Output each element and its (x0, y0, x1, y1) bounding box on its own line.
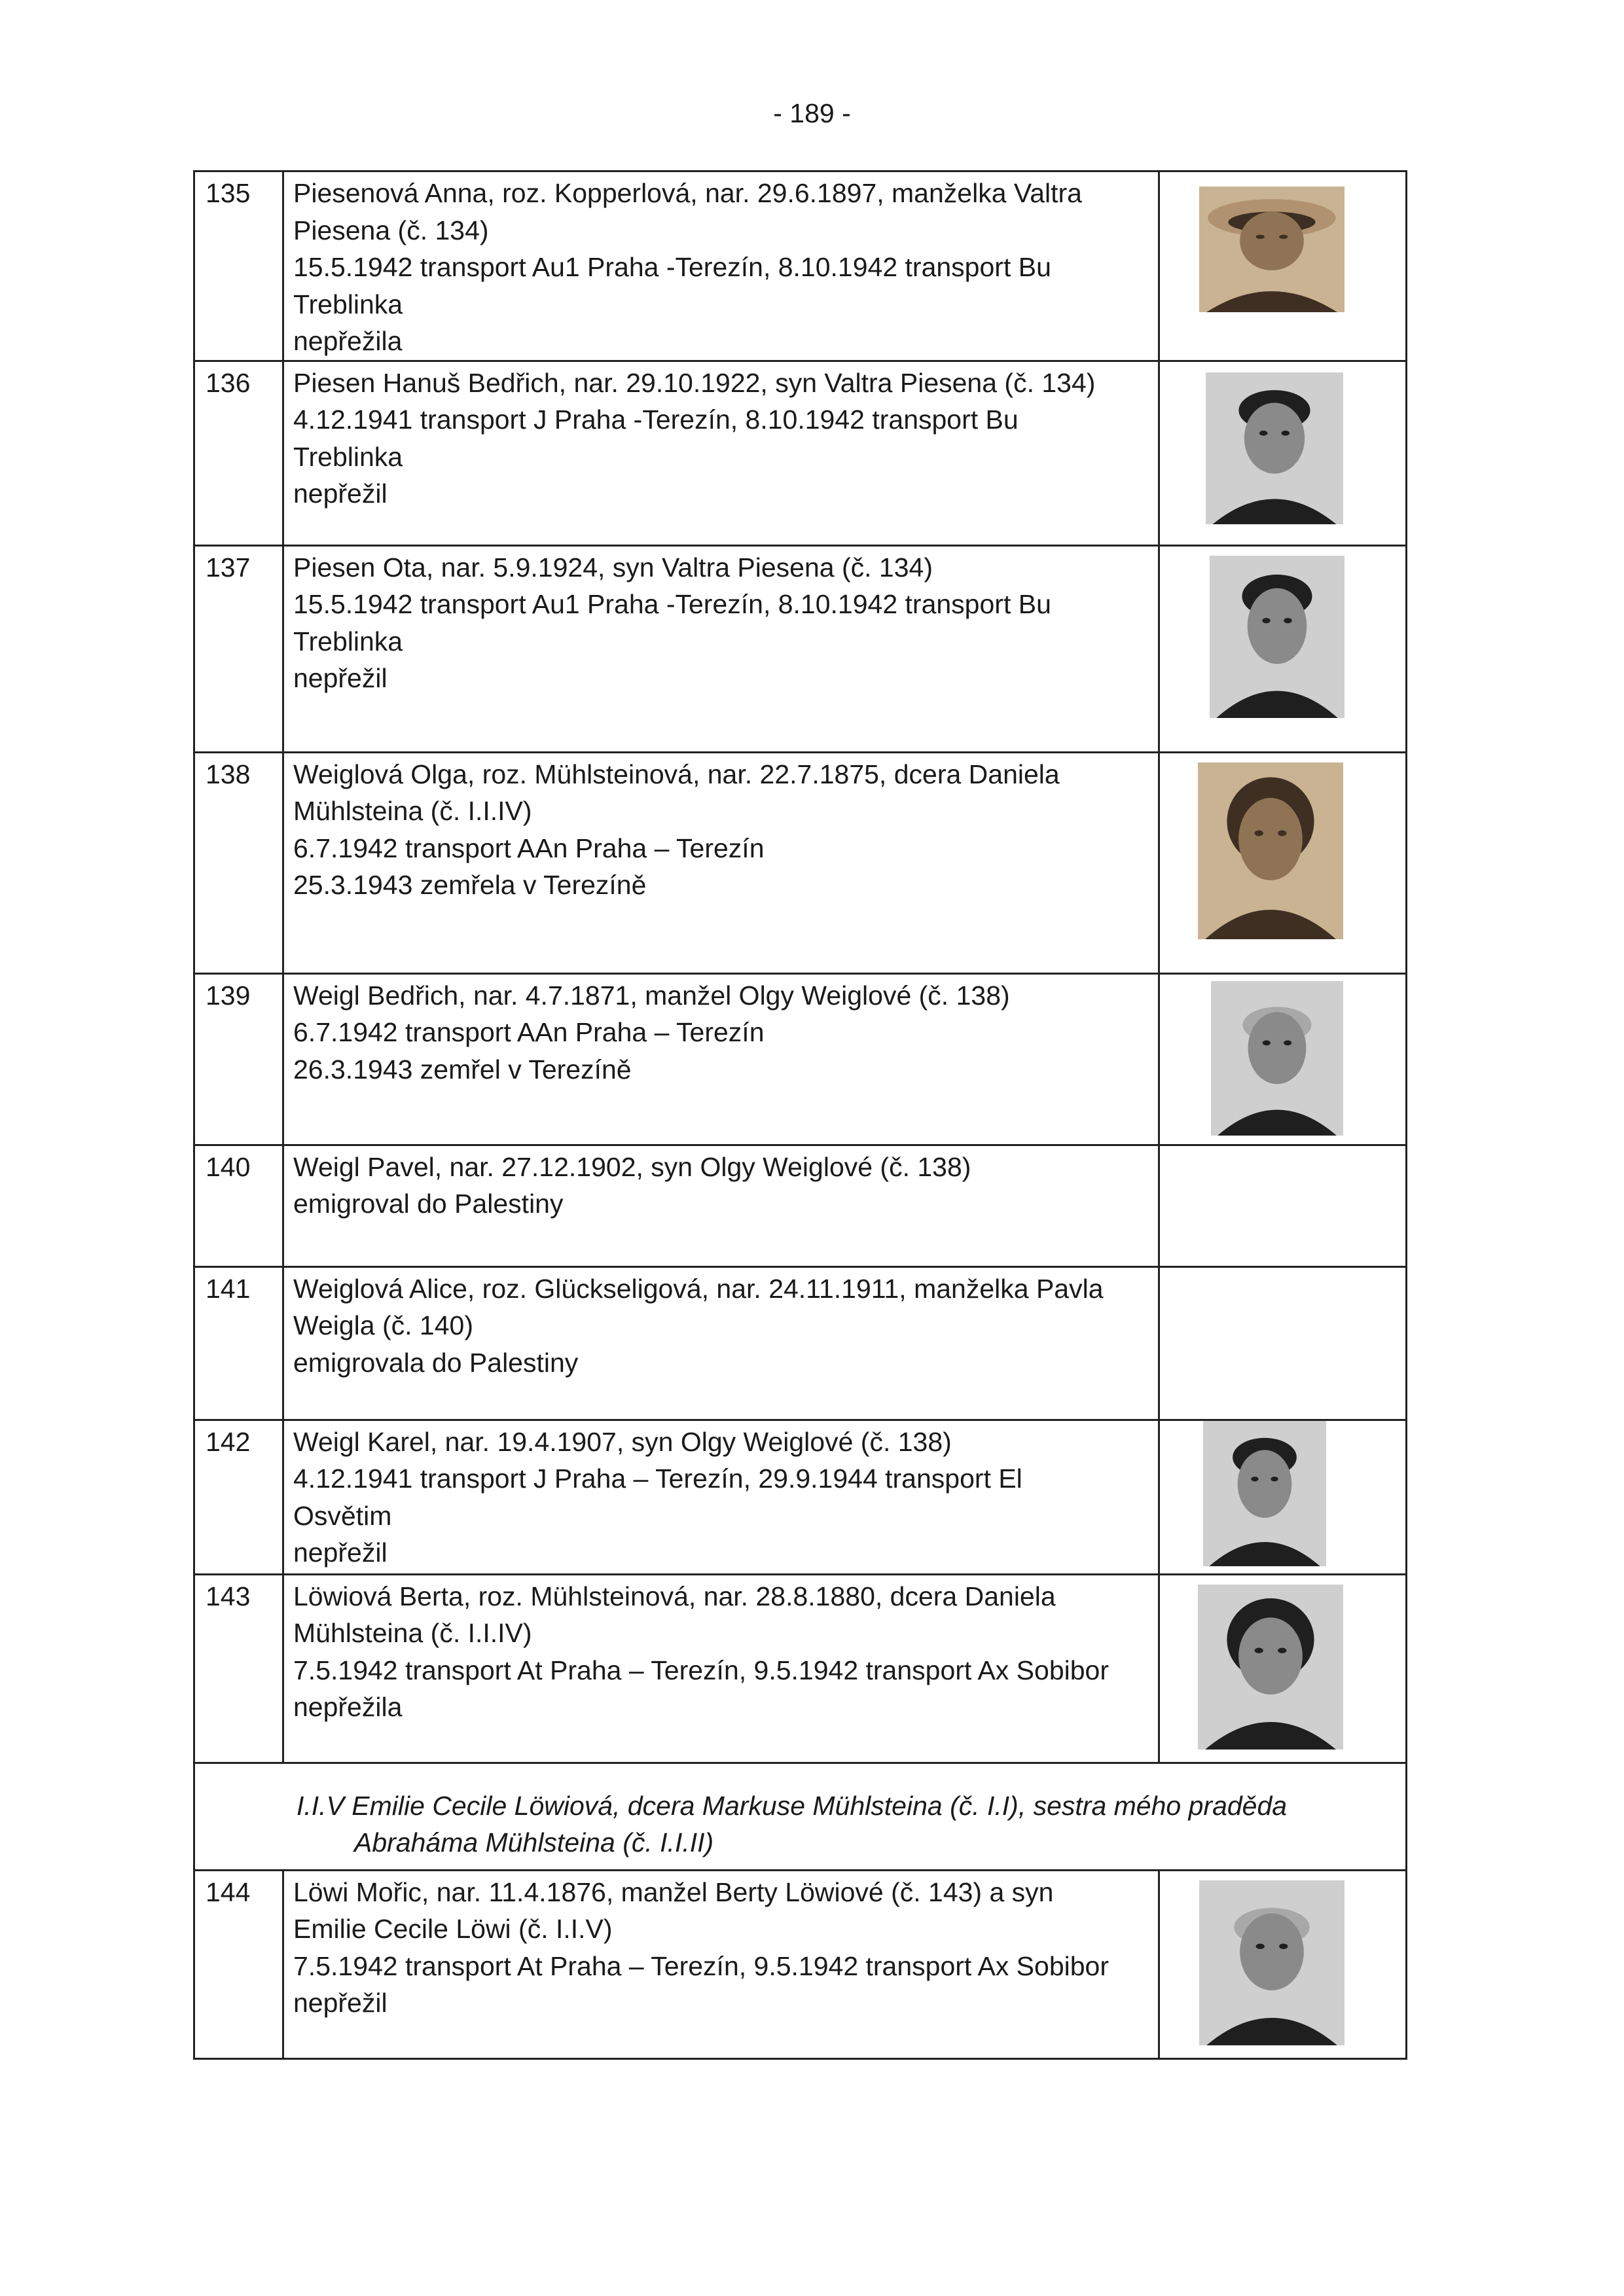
entry-text (283, 1870, 1159, 2058)
entry-line: emigrovala do Palestiny (293, 1347, 579, 1378)
entry-text (283, 1145, 1159, 1266)
entry-line: Piesen Hanuš Bedřich, nar. 29.10.1922, syn Valtra Piesena (č. 134) (293, 367, 1096, 398)
entry-line: Treblinka (293, 289, 403, 319)
entry-line: 15.5.1942 transport Au1 Praha -Terezín, 8.10.1942 transport Bu (293, 589, 1051, 619)
entry-line: Weigl Bedřich, nar. 4.7.1871, manžel Olgy Weiglové (č. 138) (293, 980, 1010, 1011)
entry-text (283, 1266, 1159, 1420)
section-heading-line: Abraháma Mühlsteina (č. I.I.II) (354, 1827, 714, 1857)
entry-number: 140 (194, 1145, 283, 1266)
table-row (194, 1145, 1407, 1266)
entry-text (283, 171, 1159, 361)
entry-number: 139 (194, 973, 283, 1145)
entry-line: Löwiová Berta, roz. Mühlsteinová, nar. 28.8.1880, dcera Daniela (293, 1581, 1056, 1611)
table-row (194, 1420, 1407, 1574)
section-heading-row (194, 1763, 1407, 1870)
entry-number: 138 (194, 752, 283, 973)
entry-text (283, 973, 1159, 1145)
entry-line: 4.12.1941 transport J Praha – Terezín, 29.9.1944 transport El (293, 1463, 1022, 1494)
entry-number: 142 (194, 1420, 283, 1574)
table-row (194, 1870, 1407, 2058)
portrait-photo (1211, 981, 1343, 1136)
entry-line: 6.7.1942 transport AAn Praha – Terezín (293, 1017, 765, 1047)
entry-line: Mühlsteina (č. I.I.IV) (293, 796, 532, 826)
entry-line: Emilie Cecile Löwi (č. I.I.V) (293, 1914, 613, 1944)
portrait-photo (1210, 556, 1344, 718)
entry-line: Piesena (č. 134) (293, 215, 489, 245)
photo-cell (1159, 1574, 1407, 1763)
page-number: - 189 - (773, 98, 851, 128)
photo-cell (1159, 1266, 1407, 1420)
entry-line: nepřežila (293, 326, 403, 356)
entry-line: 25.3.1943 zemřela v Terezíně (293, 870, 647, 900)
portrait-photo (1198, 1585, 1343, 1749)
entry-line: nepřežil (293, 663, 388, 693)
entry-line: emigroval do Palestiny (293, 1189, 564, 1219)
entry-line: Piesen Ota, nar. 5.9.1924, syn Valtra Piesena (č. 134) (293, 552, 933, 583)
entry-line: Weiglová Alice, roz. Glückseligová, nar. 24.11.1911, manželka Pavla (293, 1273, 1104, 1304)
table-row (194, 1266, 1407, 1420)
entry-line: Treblinka (293, 441, 403, 472)
entry-line: 7.5.1942 transport At Praha – Terezín, 9.5.1942 transport Ax Sobibor (293, 1655, 1109, 1685)
table-row (194, 361, 1407, 545)
table-row (194, 1574, 1407, 1763)
entry-text (283, 1420, 1159, 1574)
entry-text (283, 361, 1159, 545)
table-row (194, 171, 1407, 361)
entry-line: 4.12.1941 transport J Praha -Terezín, 8.10.1942 transport Bu (293, 404, 1019, 435)
entry-line: Löwi Mořic, nar. 11.4.1876, manžel Berty Löwiové (č. 143) a syn (293, 1876, 1054, 1907)
portrait-photo (1199, 187, 1344, 312)
table-row (194, 752, 1407, 973)
portrait-photo (1198, 762, 1343, 939)
entry-line: Piesenová Anna, roz. Kopperlová, nar. 29.6.1897, manželka Valtra (293, 178, 1082, 208)
entry-line: nepřežil (293, 1537, 388, 1568)
entry-number: 144 (194, 1870, 283, 2058)
entry-line: Weigl Pavel, nar. 27.12.1902, syn Olgy Weiglové (č. 138) (293, 1151, 971, 1182)
entry-text (283, 752, 1159, 973)
entry-text (283, 1574, 1159, 1763)
photo-cell (1159, 752, 1407, 973)
entry-line: Weigla (č. 140) (293, 1310, 473, 1340)
entry-line: Osvětim (293, 1500, 392, 1531)
entry-line: Mühlsteina (č. I.I.IV) (293, 1618, 532, 1648)
portrait-photo (1203, 1421, 1326, 1566)
entry-number: 143 (194, 1574, 283, 1763)
photo-cell (1159, 361, 1407, 545)
section-heading-line: I.I.V Emilie Cecile Löwiová, dcera Markuse Mühlsteina (č. I.I), sestra mého praděda (297, 1790, 1288, 1821)
entry-line: Weigl Karel, nar. 19.4.1907, syn Olgy Weiglové (č. 138) (293, 1426, 952, 1457)
entry-line: Treblinka (293, 626, 403, 656)
table-row (194, 973, 1407, 1145)
entry-line: 7.5.1942 transport At Praha – Terezín, 9.5.1942 transport Ax Sobibor (293, 1950, 1109, 1981)
entry-text (283, 545, 1159, 752)
entry-number: 135 (194, 171, 283, 361)
entry-line: Weiglová Olga, roz. Mühlsteinová, nar. 22.7.1875, dcera Daniela (293, 759, 1060, 789)
entry-line: 26.3.1943 zemřel v Terezíně (293, 1054, 632, 1085)
entry-line: nepřežila (293, 1692, 403, 1722)
section-heading-cell (194, 1763, 1407, 1870)
entry-line: 15.5.1942 transport Au1 Praha -Terezín, 8.10.1942 transport Bu (293, 252, 1051, 282)
portrait-photo (1199, 1880, 1344, 2045)
portrait-photo (1206, 372, 1343, 524)
entry-number: 137 (194, 545, 283, 752)
register-table (193, 170, 1407, 2060)
section-heading (195, 1764, 1405, 1861)
photo-cell (1159, 171, 1407, 361)
entry-number: 136 (194, 361, 283, 545)
photo-cell (1159, 1870, 1407, 2058)
entry-number: 141 (194, 1266, 283, 1420)
photo-cell (1159, 1145, 1407, 1266)
photo-cell (1159, 545, 1407, 752)
entry-line: nepřežil (293, 1988, 388, 2018)
entry-line: 6.7.1942 transport AAn Praha – Terezín (293, 833, 765, 863)
photo-cell (1159, 973, 1407, 1145)
entry-line: nepřežil (293, 478, 388, 509)
table-row (194, 545, 1407, 752)
photo-cell (1159, 1420, 1407, 1574)
